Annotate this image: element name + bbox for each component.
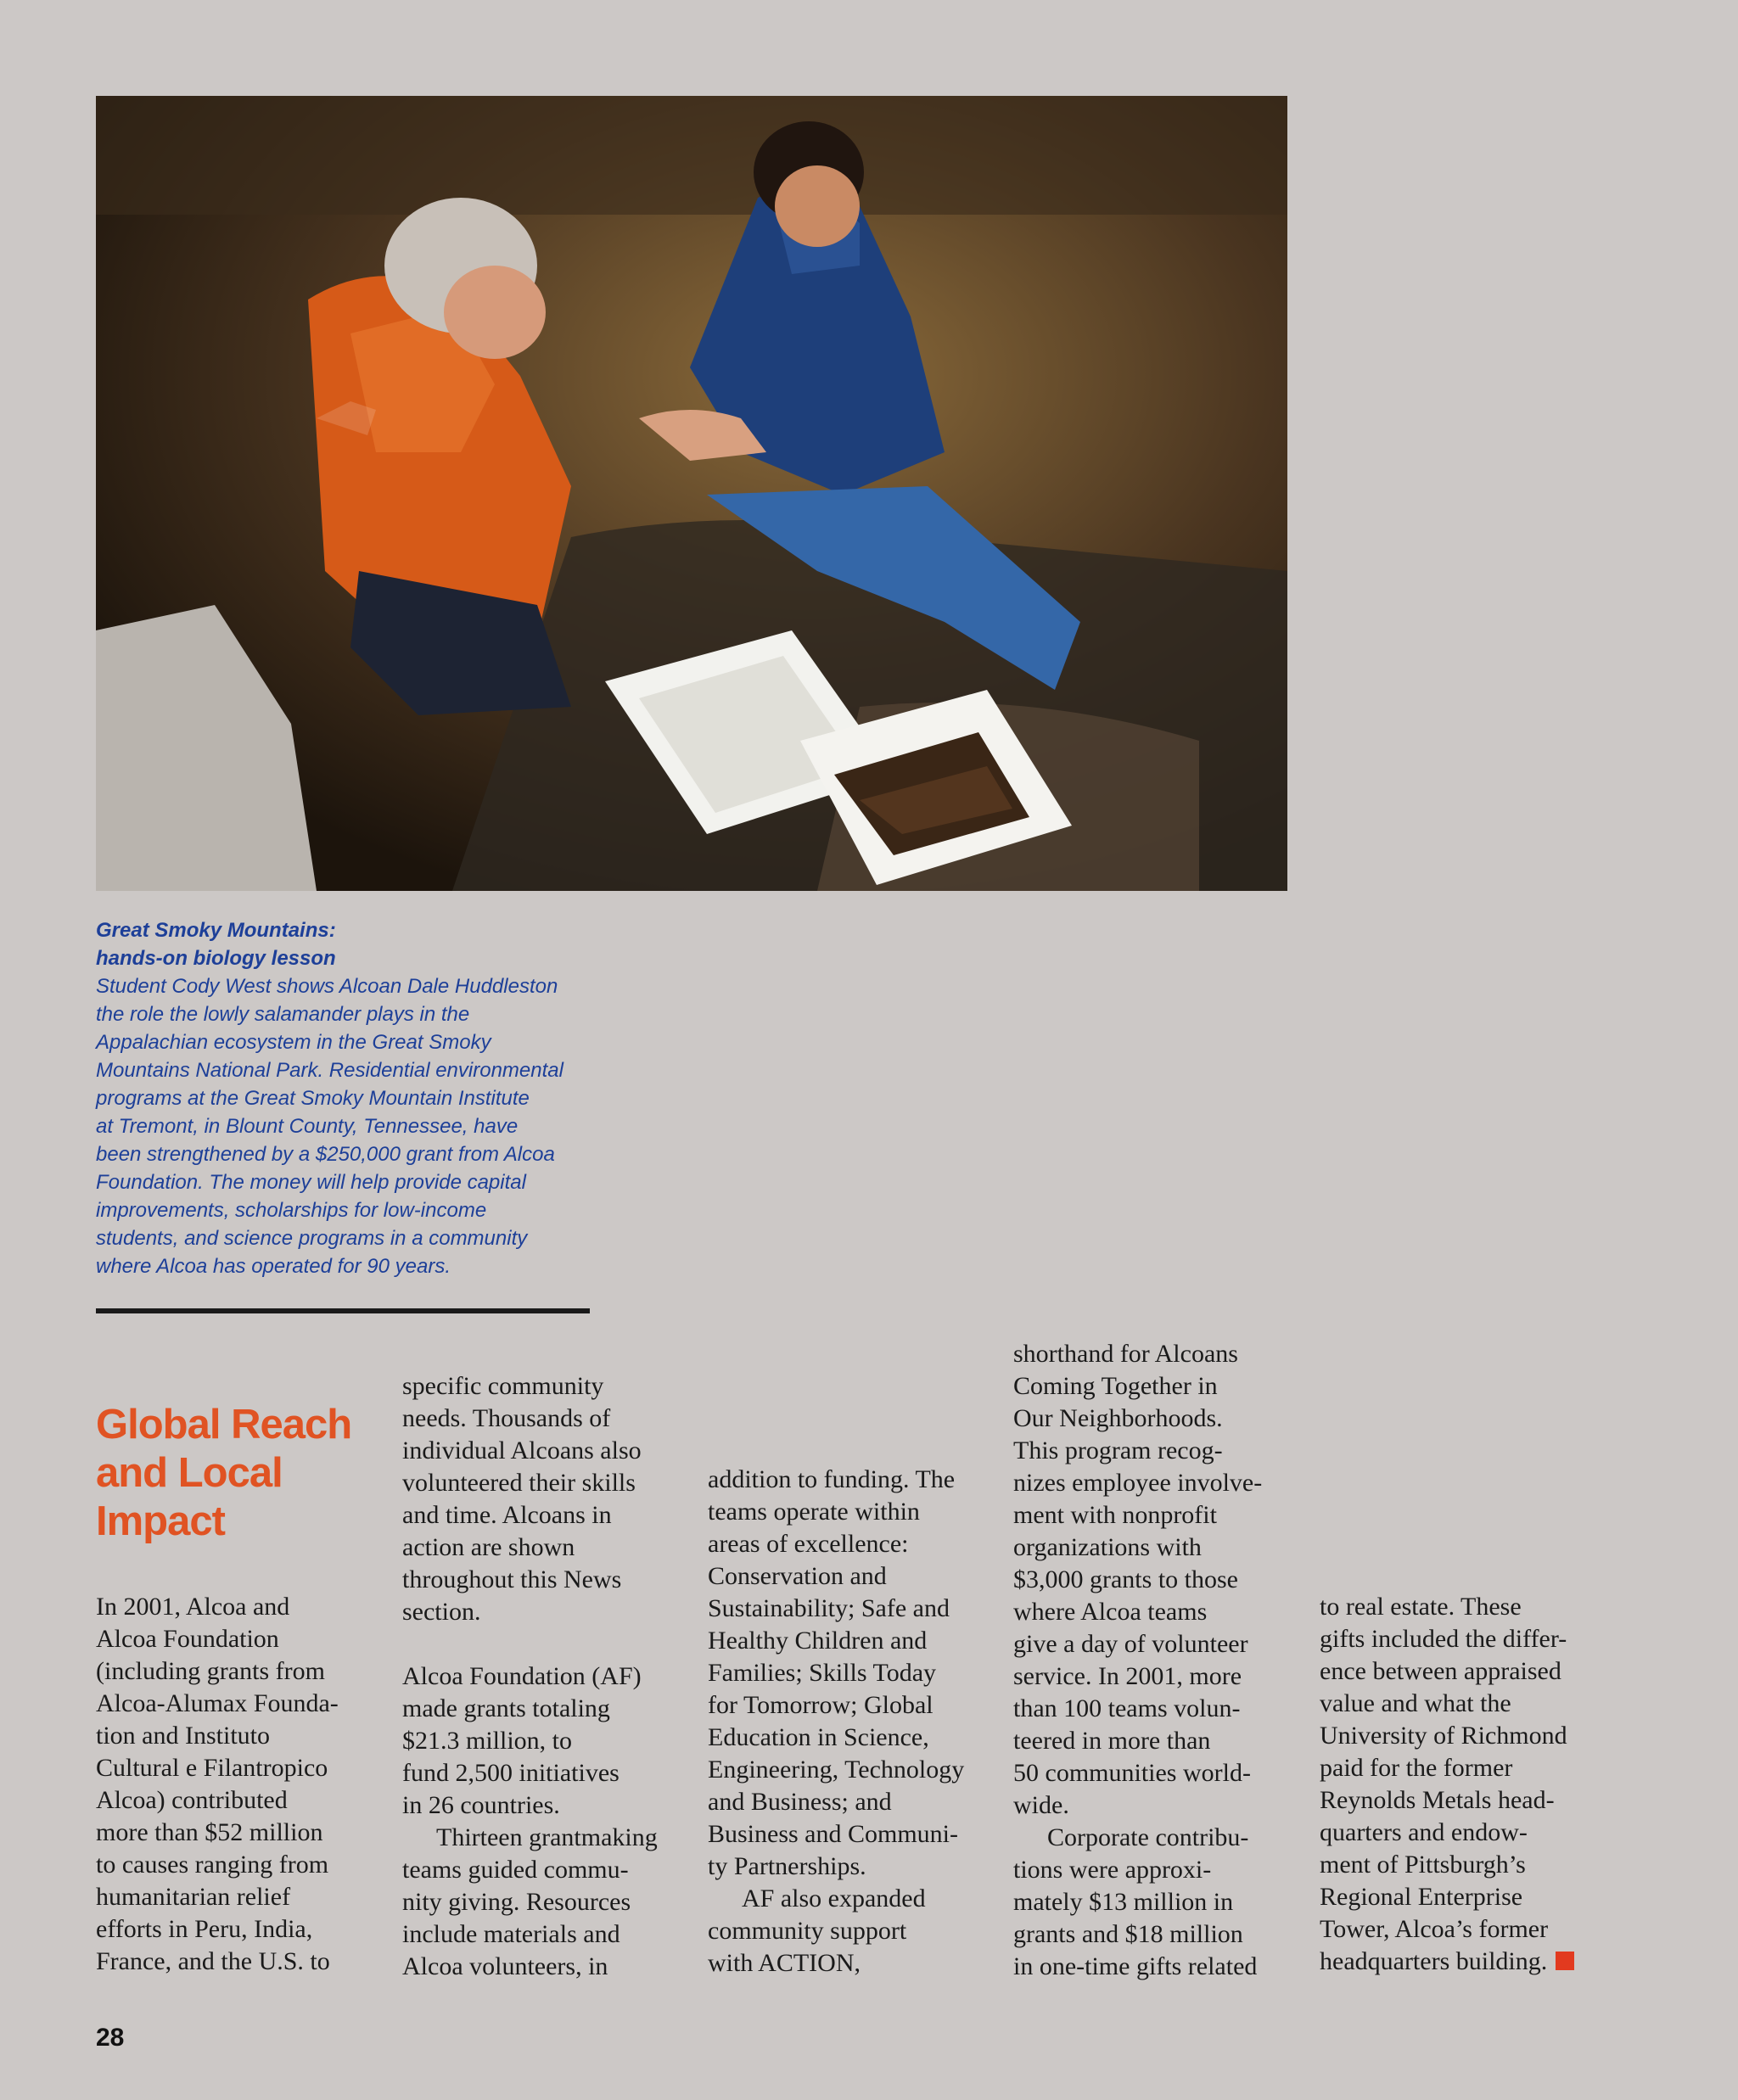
text-line: addition to funding. The: [708, 1465, 956, 1493]
photo-salamander-lesson: [96, 96, 1287, 891]
text-line: than 100 teams volun-: [1013, 1694, 1241, 1722]
text-line: areas of excellence:: [708, 1530, 909, 1558]
caption-body: [96, 972, 605, 1280]
text-line: service. In 2001, more: [1013, 1662, 1242, 1690]
text-line: Families; Skills Today: [708, 1659, 937, 1687]
text-line: Education in Science,: [708, 1723, 929, 1751]
text-line: Our Neighborhoods.: [1013, 1404, 1223, 1432]
text-line: humanitarian relief: [96, 1883, 291, 1911]
text-line: Reynolds Metals head-: [1320, 1786, 1555, 1814]
text-line: grants and $18 million: [1013, 1920, 1243, 1948]
caption-line: at Tremont, in Blount County, Tennessee, have: [96, 1115, 519, 1138]
text-line: paid for the former: [1320, 1754, 1513, 1782]
text-line: Cultural e Filantropico: [96, 1754, 328, 1782]
article-headline: [96, 1401, 351, 1546]
text-line: 50 communities world-: [1013, 1759, 1251, 1787]
text-line: In 2001, Alcoa and: [96, 1593, 290, 1621]
text-line: Regional Enterprise: [1320, 1883, 1523, 1911]
paragraph-gap: [402, 1628, 658, 1660]
headline-line: and Local: [96, 1450, 283, 1496]
text-line: give a day of volunteer: [1013, 1630, 1248, 1658]
caption-line: Student Cody West shows Alcoan Dale Huddleston: [96, 975, 558, 998]
text-line: teams operate within: [708, 1498, 920, 1526]
caption-line: been strengthened by a $250,000 grant from Alcoa: [96, 1143, 555, 1166]
end-mark-icon: [1556, 1952, 1574, 1970]
caption-title-line: hands-on biology lesson: [96, 947, 336, 970]
text-line: University of Richmond: [1320, 1722, 1567, 1750]
text-line: teered in more than: [1013, 1727, 1211, 1755]
text-line: nity giving. Resources: [402, 1888, 631, 1916]
text-line: Alcoa Foundation: [96, 1625, 279, 1653]
text-line: shorthand for Alcoans: [1013, 1340, 1238, 1368]
text-line: Alcoa-Alumax Founda-: [96, 1689, 339, 1717]
text-line: Healthy Children and: [708, 1627, 928, 1655]
headline-line: Global Reach: [96, 1402, 352, 1448]
text-line: action are shown: [402, 1533, 575, 1561]
text-line: teams guided commu-: [402, 1856, 629, 1884]
text-line: specific community: [402, 1372, 604, 1400]
section-divider: [96, 1308, 590, 1313]
text-line: tion and Instituto: [96, 1722, 270, 1750]
text-line: Alcoa volunteers, in: [402, 1952, 608, 1980]
text-line: and time. Alcoans in: [402, 1501, 612, 1529]
text-line: Alcoa Foundation (AF): [402, 1662, 642, 1690]
text-line: Coming Together in: [1013, 1372, 1218, 1400]
text-line: made grants totaling: [402, 1694, 610, 1722]
text-line: efforts in Peru, India,: [96, 1915, 313, 1943]
caption-line: where Alcoa has operated for 90 years.: [96, 1255, 451, 1278]
text-line: gifts included the differ-: [1320, 1625, 1567, 1653]
text-line: needs. Thousands of: [402, 1404, 611, 1432]
text-line: in 26 countries.: [402, 1791, 560, 1819]
text-line: value and what the: [1320, 1689, 1511, 1717]
caption-line: programs at the Great Smoky Mountain Institute: [96, 1087, 530, 1110]
text-line: France, and the U.S. to: [96, 1947, 330, 1975]
body-column-2: [402, 1370, 658, 1983]
text-line: ty Partnerships.: [708, 1852, 866, 1880]
text-line: Corporate contribu-: [1047, 1823, 1249, 1851]
text-line: ment with nonprofit: [1013, 1501, 1217, 1529]
text-line: include materials and: [402, 1920, 620, 1948]
text-line: (including grants from: [96, 1657, 325, 1685]
text-line: ment of Pittsburgh’s: [1320, 1851, 1526, 1879]
text-line: to causes ranging from: [96, 1851, 329, 1879]
text-line: quarters and endow-: [1320, 1818, 1528, 1846]
text-line: mately $13 million in: [1013, 1888, 1234, 1916]
text-line: Alcoa) contributed: [96, 1786, 288, 1814]
text-line: Sustainability; Safe and: [708, 1594, 950, 1622]
body-column-5: [1320, 1591, 1574, 1978]
text-line: throughout this News: [402, 1565, 622, 1593]
text-line: Conservation and: [708, 1562, 887, 1590]
caption-line: students, and science programs in a community: [96, 1227, 528, 1250]
text-line: Engineering, Technology: [708, 1756, 965, 1784]
caption-line: improvements, scholarships for low-income: [96, 1199, 487, 1222]
text-line: fund 2,500 initiatives: [402, 1759, 620, 1787]
text-line: where Alcoa teams: [1013, 1598, 1208, 1626]
text-line: in one-time gifts related: [1013, 1952, 1258, 1980]
caption-line: Foundation. The money will help provide capital: [96, 1171, 526, 1194]
text-line: community support: [708, 1917, 907, 1945]
text-line: AF also expanded: [742, 1884, 926, 1912]
text-line: more than $52 million: [96, 1818, 323, 1846]
caption-title-line: Great Smoky Mountains:: [96, 919, 336, 942]
text-line: organizations with: [1013, 1533, 1202, 1561]
text-line: wide.: [1013, 1791, 1069, 1819]
headline-line: Impact: [96, 1498, 225, 1544]
photo-caption: [96, 916, 605, 1280]
text-line: tions were approxi-: [1013, 1856, 1212, 1884]
text-line: ence between appraised: [1320, 1657, 1561, 1685]
caption-line: Appalachian ecosystem in the Great Smoky: [96, 1031, 491, 1054]
text-line: Business and Communi-: [708, 1820, 959, 1848]
text-line: $21.3 million, to: [402, 1727, 573, 1755]
body-column-1: [96, 1591, 339, 1978]
text-line: headquarters building.: [1320, 1947, 1548, 1975]
body-column-3: [708, 1464, 964, 1980]
text-line: Thirteen grantmaking: [436, 1823, 658, 1851]
caption-title: [96, 916, 605, 972]
text-line: nizes employee involve-: [1013, 1469, 1263, 1497]
page-number: 28: [96, 2024, 125, 2052]
text-line: This program recog-: [1013, 1436, 1223, 1464]
caption-line: Mountains National Park. Residential environmental: [96, 1059, 563, 1082]
text-line: individual Alcoans also: [402, 1436, 642, 1464]
text-line: to real estate. These: [1320, 1593, 1522, 1621]
caption-line: the role the lowly salamander plays in the: [96, 1003, 470, 1026]
body-column-4: [1013, 1338, 1262, 1983]
text-line: $3,000 grants to those: [1013, 1565, 1238, 1593]
text-line: with ACTION,: [708, 1949, 861, 1977]
text-line: for Tomorrow; Global: [708, 1691, 933, 1719]
text-line: volunteered their skills: [402, 1469, 636, 1497]
text-line-final: [1320, 1946, 1574, 1978]
text-line: section.: [402, 1598, 481, 1626]
text-line: Tower, Alcoa’s former: [1320, 1915, 1549, 1943]
text-line: and Business; and: [708, 1788, 892, 1816]
